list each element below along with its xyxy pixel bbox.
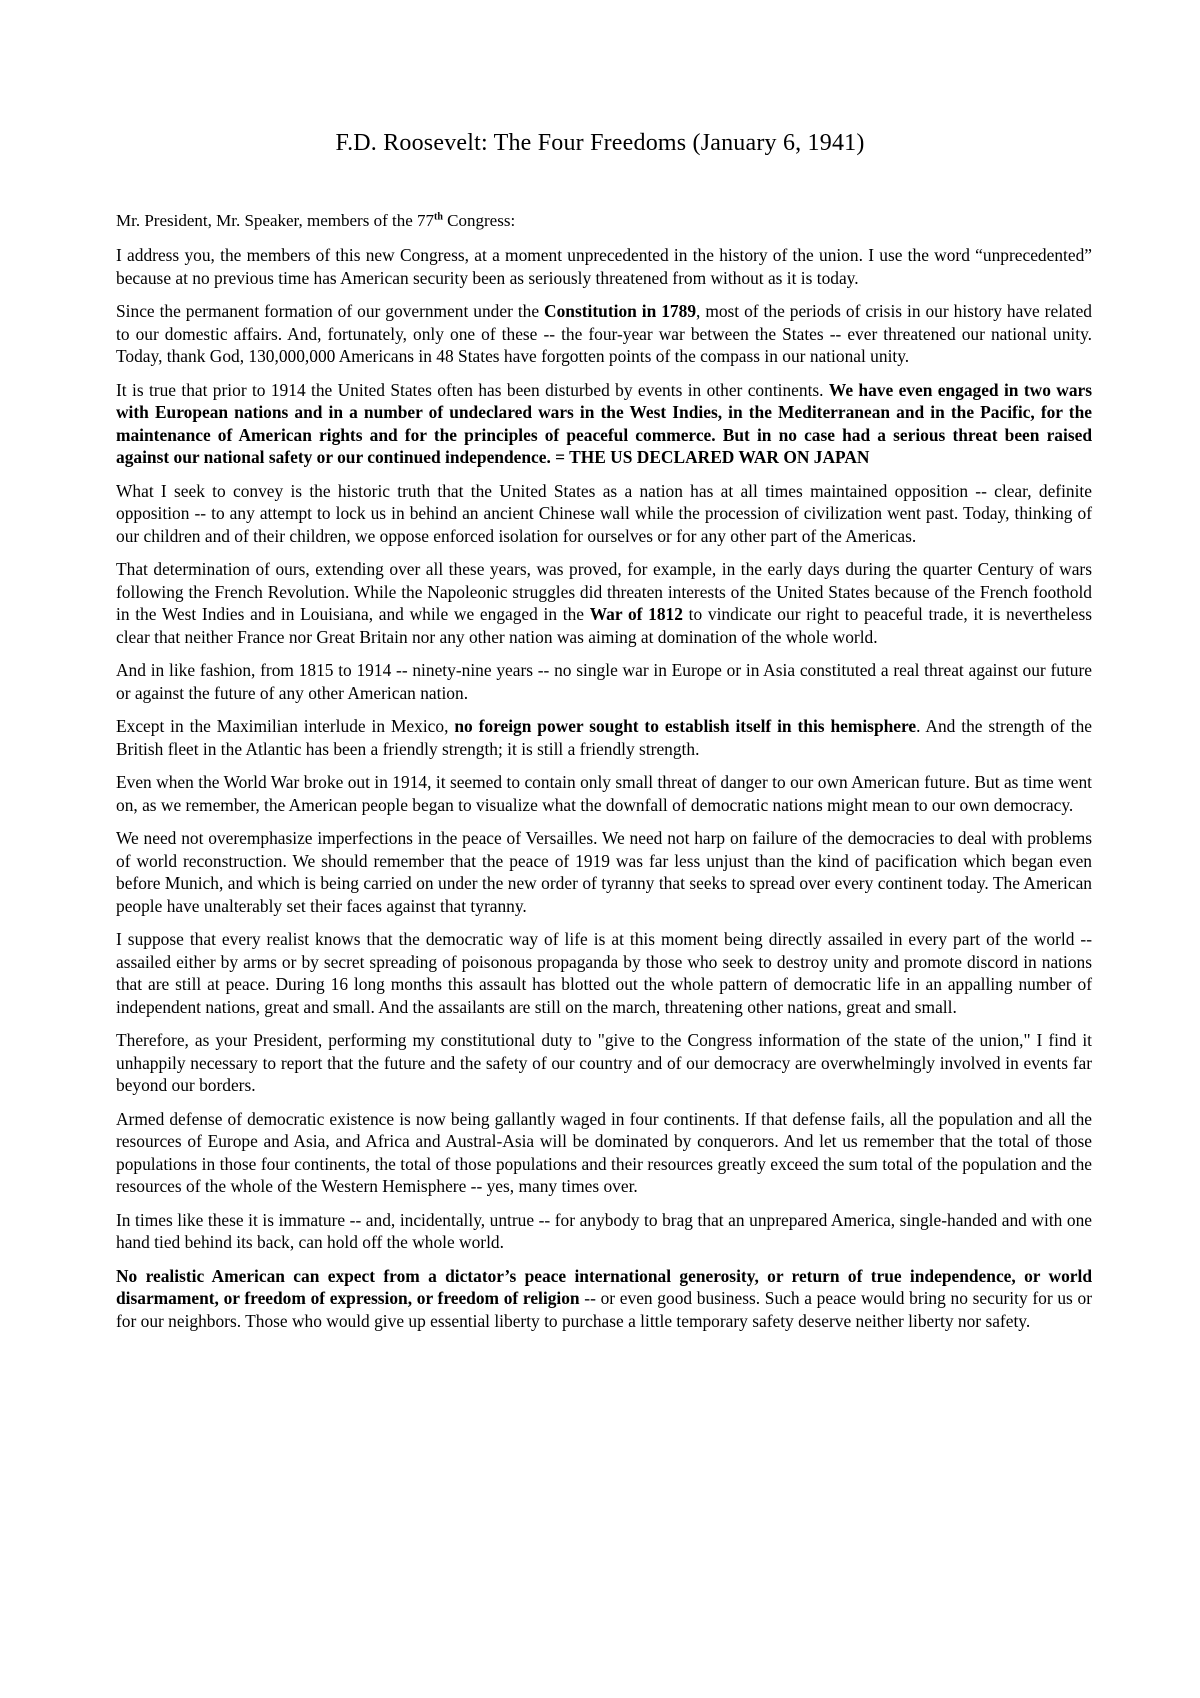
paragraph [116, 1029, 1092, 1097]
text-segment: . And the strength of the British fleet in the Atlantic has been a friendly strength; it is still a friendly strength. [116, 716, 1092, 759]
bold-text-segment: No realistic American can expect from a dictator’s peace international generosity, or return of true independence, or world disarmament, or freedom of expression, or freedom of religion [116, 1265, 1092, 1308]
paragraph [116, 244, 1092, 289]
bold-text-segment: Constitution in 1789 [544, 301, 697, 321]
text-segment: And in like fashion, from 1815 to 1914 -- ninety-nine years -- no single war in Europe or in Asia constituted a real threat against our future or against the future of any other American nation. [116, 660, 1092, 703]
text-segment: Therefore, as your President, performing my constitutional duty to "give to the Congress information of the state of the union," I find it unhappily necessary to report that the future and the safety of our country and of our democracy are overwhelmingly involved in events far beyond our borders. [116, 1030, 1092, 1095]
paragraph [116, 827, 1092, 917]
paragraph [116, 771, 1092, 816]
document-body [116, 244, 1092, 1343]
salutation-ordinal-suffix: th [434, 211, 443, 223]
text-segment: -- or even good business. Such a peace would bring no security for us or for our neighbors. Those who would give up essential liberty to purchase a little temporary safety deserve neither liberty nor safety. [116, 1288, 1092, 1331]
paragraph [116, 659, 1092, 704]
text-segment: , most of the periods of crisis in our history have related to our domestic affairs. And, fortunately, only one of these -- the four-year war between the States -- ever threatened our national unity. Today, thank God, 130,000,000 Americans in 48 States have forgotten points of the compass in our national unity. [116, 301, 1092, 366]
bold-text-segment: War of 1812 [589, 604, 683, 624]
text-segment: It is true that prior to 1914 the United States often has been disturbed by events in other continents. [116, 379, 829, 400]
document-title: F.D. Roosevelt: The Four Freedoms (January 6, 1941) [335, 130, 865, 156]
paragraph [116, 1209, 1092, 1254]
salutation [116, 210, 515, 232]
bold-text-segment: We have even engaged in two wars with European nations and in a number of undeclared wars in the West Indies, in the Mediterranean and in the Pacific, for the maintenance of American rights and for the principles of peaceful commerce. But in no case had a serious threat been raised against our national safety or our continued independence. = THE US DECLARED WAR ON JAPAN [116, 379, 1092, 467]
paragraph [116, 928, 1092, 1018]
text-segment: I suppose that every realist knows that the democratic way of life is at this moment being directly assailed in every part of the world -- assailed either by arms or by secret spreading of poisonous propaganda by those who seek to destroy unity and promote discord in nations that are still at peace. During 16 long months this assault has blotted out the whole pattern of democratic life in an appalling number of independent nations, great and small. And the assailants are still on the march, threatening other nations, great and small. [116, 929, 1092, 1017]
text-segment: Since the permanent formation of our government under the [116, 301, 545, 321]
text-segment: I address you, the members of this new Congress, at a moment unprecedented in the history of the union. I use the word “unprecedented” because at no previous time has American security been as seriously threatened from without as it is today. [116, 245, 1092, 288]
salutation-text: Mr. President, Mr. Speaker, members of the 77 [116, 211, 435, 230]
salutation-text-end: Congress: [442, 211, 516, 230]
text-segment: to vindicate our right to peaceful trade, it is nevertheless clear that neither France nor Great Britain nor any other nation was aiming at domination of the whole world. [116, 604, 1092, 647]
paragraph [116, 1265, 1092, 1333]
paragraph [116, 379, 1092, 469]
paragraph [116, 558, 1092, 648]
text-segment: In times like these it is immature -- and, incidentally, untrue -- for anybody to brag that an unprepared America, single-handed and with one hand tied behind its back, can hold off the whole world. [116, 1209, 1092, 1252]
text-segment: Armed defense of democratic existence is now being gallantly waged in four continents. If that defense fails, all the population and all the resources of Europe and Asia, and Africa and Austral-Asia will be dominated by conquerors. And let us remember that the total of those populations in those four continents, the total of those populations and their resources greatly exceed the sum total of the population and the resources of the whole of the Western Hemisphere -- yes, many times over. [116, 1108, 1092, 1196]
text-segment: What I seek to convey is the historic truth that the United States as a nation has at all times maintained opposition -- clear, definite opposition -- to any attempt to lock us in behind an ancient Chinese wall while the procession of civilization went past. Today, thinking of our children and of their children, we oppose enforced isolation for ourselves or for any other part of the Americas. [116, 480, 1092, 546]
bold-text-segment: no foreign power sought to establish itself in this hemisphere [454, 716, 917, 736]
paragraph [116, 715, 1092, 760]
text-segment: We need not overemphasize imperfections in the peace of Versailles. We need not harp on failure of the democracies to deal with problems of world reconstruction. We should remember that the peace of 1919 was far less unjust than the kind of pacification which began even before Munich, and which is being carried on under the new order of tyranny that seeks to spread over every continent today. The American people have unalterably set their faces against that tyranny. [116, 828, 1092, 916]
paragraph [116, 1108, 1092, 1198]
text-segment: Even when the World War broke out in 1914, it seemed to contain only small threat of danger to our own American future. But as time went on, as we remember, the American people began to visualize what the downfall of democratic nations might mean to our own democracy. [116, 772, 1092, 815]
paragraph [116, 300, 1092, 368]
paragraph [116, 480, 1092, 548]
text-segment: That determination of ours, extending over all these years, was proved, for example, in the early days during the quarter Century of wars following the French Revolution. While the Napoleonic struggles did threaten interests of the United States because of the French foothold in the West Indies and in Louisiana, and while we engaged in the [116, 559, 1092, 624]
text-segment: Except in the Maximilian interlude in Mexico, [116, 716, 455, 736]
